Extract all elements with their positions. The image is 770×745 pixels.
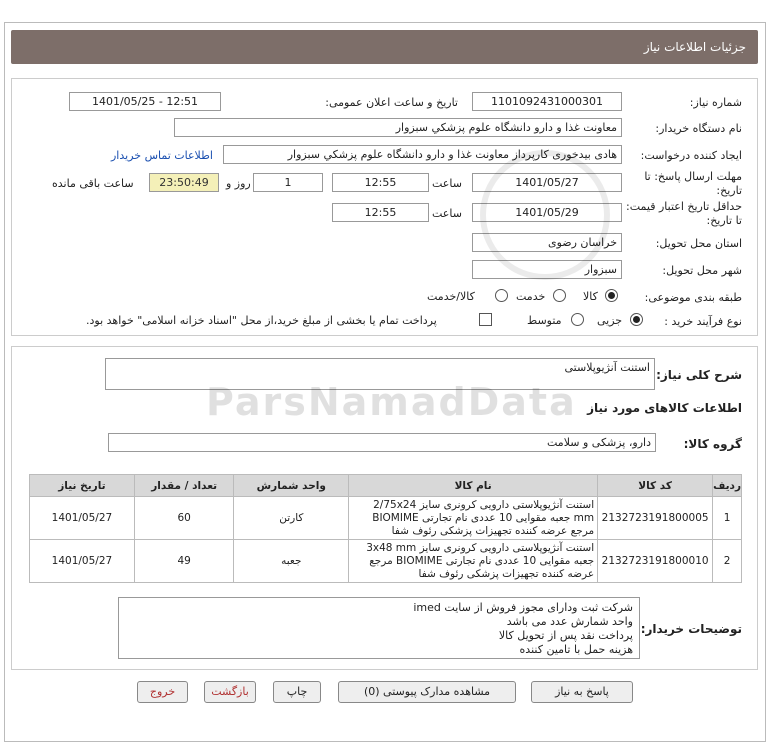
print-button[interactable]: چاپ <box>273 681 321 703</box>
col-qty-header: تعداد / مقدار <box>134 475 234 497</box>
table-row <box>30 497 742 540</box>
need-number-label: شماره نیاز: <box>689 96 742 109</box>
item-unit: جعبه <box>234 540 349 583</box>
item-date: 1401/05/27 <box>30 540 135 583</box>
province-label: استان محل تحویل: <box>655 237 742 250</box>
attachments-button[interactable]: مشاهده مدارک پیوستی (0) <box>338 681 516 703</box>
validity-label: حداقل تاریخ اعتبار قیمت: تا تاریخ: <box>626 200 742 227</box>
item-code: 2132723191800010 <box>598 540 713 583</box>
item-name: استنت آنژیوپلاستی دارویی کرونری سایز 3x48 mm جعبه مقوایی 10 عددی نام تجارتی BIOMIME مرجع عرضه کننده تجهیزات پزشکی رئوف شفا <box>349 540 598 583</box>
reply-date-field: 1401/05/27 <box>472 173 622 192</box>
goods-group-label: گروه کالا: <box>683 437 742 451</box>
note-line: شرکت ثبت ودارای مجوز فروش از سایت imed <box>413 601 633 614</box>
days-label: روز و <box>226 177 251 190</box>
buyer-notes-field <box>118 597 640 659</box>
col-row-header: ردیف <box>713 475 742 497</box>
note-line: پرداخت نقد پس از تحویل کالا <box>498 629 633 642</box>
description-label: شرح کلی نیاز: <box>656 368 742 382</box>
item-date: 1401/05/27 <box>30 497 135 540</box>
process-medium-label: متوسط <box>527 314 562 327</box>
reply-deadline-label: مهلت ارسال پاسخ: تا تاریخ: <box>644 170 742 197</box>
category-service-radio[interactable] <box>553 289 566 302</box>
col-code-header: کد کالا <box>598 475 713 497</box>
note-line: واحد شمارش عدد می باشد <box>506 615 633 628</box>
item-qty: 49 <box>134 540 234 583</box>
process-medium-radio[interactable] <box>571 313 584 326</box>
creator-field: هادی بیدخوری کارپرداز معاونت غذا و دارو دانشگاه علوم پزشکي سبزوار <box>223 145 622 164</box>
buyer-org-field: معاونت غذا و دارو دانشگاه علوم پزشکي سبزوار <box>174 118 622 137</box>
contact-info-link[interactable]: اطلاعات تماس خریدار <box>111 149 213 162</box>
treasury-payment-checkbox[interactable] <box>479 313 492 326</box>
item-qty: 60 <box>134 497 234 540</box>
category-goods-label: کالا <box>583 290 598 303</box>
process-minor-radio[interactable] <box>630 313 643 326</box>
creator-label: ایجاد کننده درخواست: <box>640 149 742 162</box>
process-label: نوع فرآیند خرید : <box>664 315 742 328</box>
process-minor-label: جزیی <box>597 314 623 327</box>
city-label: شهر محل تحویل: <box>662 264 742 277</box>
category-service-label: خدمت <box>516 290 546 303</box>
category-goods-radio[interactable] <box>605 289 618 302</box>
col-unit-header: واحد شمارش <box>234 475 349 497</box>
days-field: 1 <box>253 173 323 192</box>
treasury-payment-note: پرداخت تمام یا بخشی از مبلغ خرید،از محل "اسناد خزانه اسلامی" خواهد بود. <box>86 314 437 327</box>
page-title: جزئیات اطلاعات نیاز <box>11 30 758 64</box>
item-code: 2132723191800005 <box>598 497 713 540</box>
category-goods-service-label: کالا/خدمت <box>427 290 475 303</box>
announce-label: تاریخ و ساعت اعلان عمومی: <box>325 96 458 109</box>
validity-time-field: 12:55 <box>332 203 429 222</box>
item-name: استنت آنژیوپلاستی دارویی کرونری سایز 2/75x24 mm جعبه مقوایی 10 عددی نام تجارتی BIOMIME مرجع عرضه کننده تجهیزات پزشکی رئوف شفا <box>349 497 598 540</box>
items-table <box>29 474 742 583</box>
note-line: هزینه حمل با تامین کننده <box>519 643 633 656</box>
category-label: طبقه بندی موضوعی: <box>644 291 742 304</box>
buyer-org-label: نام دستگاه خریدار: <box>655 122 742 135</box>
col-date-header: تاریخ نیاز <box>30 475 135 497</box>
row-number: 2 <box>713 540 742 583</box>
table-row <box>30 540 742 583</box>
col-name-header: نام کالا <box>349 475 598 497</box>
need-number-field: 1101092431000301 <box>472 92 622 111</box>
description-field: استنت آنژیوپلاستی <box>105 358 655 390</box>
back-button[interactable]: بازگشت <box>204 681 256 703</box>
remaining-time-field: 23:50:49 <box>149 173 219 192</box>
exit-button[interactable]: خروج <box>137 681 188 703</box>
validity-date-field: 1401/05/29 <box>472 203 622 222</box>
reply-time-label: ساعت <box>432 177 462 190</box>
item-unit: کارتن <box>234 497 349 540</box>
category-goods-service-radio[interactable] <box>495 289 508 302</box>
goods-info-title: اطلاعات کالاهای مورد نیاز <box>587 401 742 415</box>
remaining-label: ساعت باقی مانده <box>52 177 134 190</box>
province-field: خراسان رضوی <box>472 233 622 252</box>
reply-time-field: 12:55 <box>332 173 429 192</box>
announce-field: 1401/05/25 - 12:51 <box>69 92 221 111</box>
buyer-notes-label: توضیحات خریدار: <box>640 622 742 636</box>
row-number: 1 <box>713 497 742 540</box>
validity-time-label: ساعت <box>432 207 462 220</box>
city-field: سبزوار <box>472 260 622 279</box>
reply-button[interactable]: پاسخ به نیاز <box>531 681 633 703</box>
goods-group-field: دارو، پزشکی و سلامت <box>108 433 656 452</box>
